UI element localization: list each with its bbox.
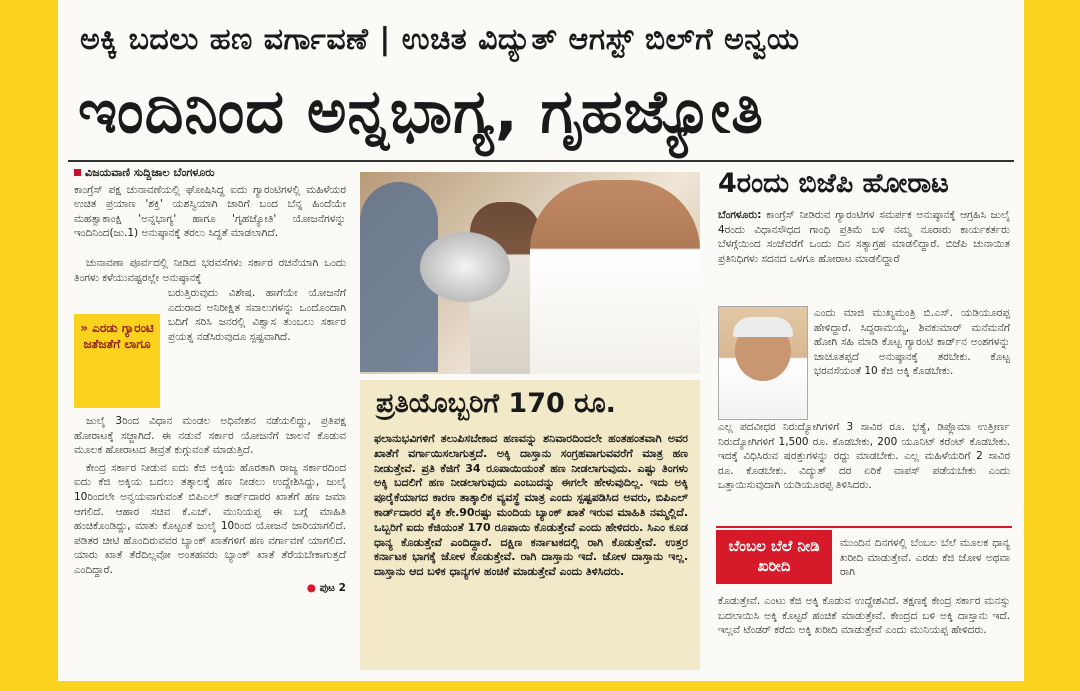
right-paragraph-4-head: ಮುಂದಿನ ದಿನಗಳಲ್ಲಿ ಬೆಂಬಲ ಬೆಲೆ ಮೂಲಕ ಧಾನ್ಯ ಖರೀದಿ ಮಾಡುತ್ತೇವೆ. ಎರಡು ಕೆಜಿ ಜೋಳ ಅಥವಾ ರಾಗಿ — [840, 537, 1010, 579]
right-paragraph-1 — [718, 208, 1010, 266]
left-paragraph-2-wrap — [168, 286, 346, 347]
bottom-yellow-band — [0, 681, 1080, 691]
kicker-headline: ಅಕ್ಕಿ ಬದಲು ಹಣ ವರ್ಗಾವಣೆ | ಉಚಿತ ವಿದ್ಯುತ್ ಆಗಸ್ಟ್ ಬಿಲ್‌ಗೆ ಅನ್ವಯ — [80, 22, 800, 57]
left-paragraph-2-head: ಚುನಾವಣಾ ಪೂರ್ವದಲ್ಲಿ ನೀಡಿದ ಭರವಸೆಗಳು ಸರ್ಕಾರ ರಚನೆಯಾಗಿ ಒಂದು ತಿಂಗಳು ಕಳೆಯುವಷ್ಟರಲ್ಲೇ ಅನುಷ್ಠಾನಕ್ಕೆ — [74, 257, 346, 284]
continued-marker — [74, 581, 346, 596]
left-paragraph-3: ಜುಲೈ 3ರಿಂದ ವಿಧಾನ ಮಂಡಲ ಅಧಿವೇಶನ ನಡೆಯಲಿದ್ದು, ಪ್ರತಿಪಕ್ಷ ಹೋರಾಟಕ್ಕೆ ಸಜ್ಜಾಗಿದೆ. ಈ ನಡುವೆ ಸರ್ಕಾರ ಯೋಜನೆಗೆ ಚಾಲನೆ ಕೊಡುವ ಮೂಲಕ ಹೋರಾಟದ ತೀವ್ರತೆ ಕುಗ್ಗುವಂತೆ ಮಾಡುತ್ತಿದೆ. — [74, 415, 346, 457]
headline-rule — [68, 160, 1014, 162]
newspaper-page — [58, 0, 1024, 681]
right-paragraph-2: ಎಂದು ಮಾಜಿ ಮುಖ್ಯಮಂತ್ರಿ ಬಿ.ಎಸ್. ಯಡಿಯೂರಪ್ಪ ಹೇಳಿದ್ದಾರೆ. ಸಿದ್ದರಾಮಯ್ಯ, ಶಿವಕುಮಾರ್ ಮನೆಮನೆಗೆ ಹೋಗಿ ಸಹಿ ಮಾಡಿ ಕೊಟ್ಟ ಗ್ಯಾರಂಟಿ ಕಾರ್ಡ್‌ನ ಅಂಶಗಳನ್ನು ಚಾಚೂತಪ್ಪದೆ ಅನುಷ್ಠಾನಕ್ಕೆ ತರಬೇಕು. ಕೊಟ್ಟ ಭರವಸೆಯಂತೆ 10 ಕೆಜಿ ಅಕ್ಕಿ ಕೊಡಬೇಕು. — [814, 307, 1010, 378]
right-byline: ಬೆಂಗಳೂರು: — [718, 209, 762, 221]
photo-yediyurappa — [718, 306, 808, 420]
red-highlight-box: ಬೆಂಬಲ ಬೆಲೆ ನೀಡಿ ಖರೀದಿ — [716, 530, 832, 584]
highlight-box: » ಎರಡು ಗ್ಯಾರಂಟಿ ಜತೆಜತೆಗೆ ಲಾಗೂ — [74, 314, 160, 408]
red-divider — [716, 526, 1012, 528]
left-byline — [74, 166, 346, 181]
byline-text: ವಿಜಯವಾಣಿ ಸುದ್ದಿಜಾಲ ಬೆಂಗಳೂರು — [85, 166, 215, 179]
right-article-bottom — [840, 536, 1010, 583]
photo-hair — [733, 317, 793, 337]
left-paragraph-4: ಕೇಂದ್ರ ಸರ್ಕಾರ ನೀಡುವ ಐದು ಕೆಜಿ ಅಕ್ಕಿಯ ಹೊರತಾಗಿ ರಾಜ್ಯ ಸರ್ಕಾರದಿಂದ ಐದು ಕೆಜಿ ಅಕ್ಕಿಯ ಬದಲು ತತ್ಕಾಲಕ್ಕೆ ಹಣ ನೀಡಲು ಉದ್ದೇಶಿಸಿದ್ದು, ಜುಲೈ 10ರಿಂದಲೇ ಅನ್ವಯವಾಗುವಂತೆ ಬಿಪಿಎಲ್ ಕಾರ್ಡ್‌ದಾರರ ಖಾತೆಗೆ ಹಣ ಜಮಾ ಆಗಲಿದೆ. ಆಹಾರ ಸಚಿವ ಕೆ.ಎಚ್. ಮುನಿಯಪ್ಪ ಈ ಬಗ್ಗೆ ಮಾಹಿತಿ ಹಂಚಿಕೊಂಡಿದ್ದು, ಮಾತು ಕೊಟ್ಟಂತೆ ಜುಲೈ 10ರಿಂದ ಯೋಜನೆ ಜಾರಿಯಾಗಲಿದೆ. ಪಡಿತರ ಚೀಟಿ ಹೊಂದಿರುವವರ ಬ್ಯಾಂಕ್ ಖಾತೆಗಳಿಗೆ ಹಣ ವರ್ಗಾವಣೆ ಯಾಗಲಿದೆ. ಯಾರು ಖಾತೆ ತೆರೆದಿಲ್ಲವೋ ಅಂತಹವರು ಬ್ಯಾಂಕ್ ಖಾತೆ ತೆರೆಯಬೇಕಾಗುತ್ತದೆ ಎಂದಿದ್ದಾರೆ. — [74, 461, 346, 576]
photo-minister — [530, 180, 700, 374]
right-article-mid — [814, 306, 1010, 382]
right-title: 4ರಂದು ಬಿಜೆಪಿ ಹೋರಾಟ — [718, 168, 949, 199]
byline-square-icon — [74, 169, 81, 176]
right-paragraph-3: ಎಲ್ಲ ಪದವೀಧರ ನಿರುದ್ಯೋಗಿಗಳಿಗೆ 3 ಸಾವಿರ ರೂ. ಭತ್ಯೆ, ಡಿಪ್ಲೊಮಾ ಉತ್ತೀರ್ಣ ನಿರುದ್ಯೋಗಿಗಳಿಗೆ 1,500 ರೂ. ಕೊಡಬೇಕು, 200 ಯೂನಿಟ್ ಕರೆಂಟ್ ಕೊಡಬೇಕು. ಇದಕ್ಕೆ ವಿಧಿಸಿರುವ ಷರತ್ತುಗಳನ್ನು ರದ್ದು ಮಾಡಬೇಕು. ಎಲ್ಲ ಮಹಿಳೆಯರಿಗೆ 2 ಸಾವಿರ ರೂ. ಕೊಡಬೇಕು. ವಿದ್ಯುತ್ ದರ ಏರಿಕೆ ವಾಪಸ್ ಪಡೆಯಬೇಕು ಎಂದು ಒತ್ತಾಯಿಸುವುದಾಗಿ ಯಡಿಯೂರಪ್ಪ ತಿಳಿಸಿದರು. — [718, 421, 1010, 492]
photo-rice-plate — [420, 232, 510, 302]
right-paragraph-4-tail: ಕೊಡುತ್ತೇವೆ. ಎಂಟು ಕೆಜಿ ಅಕ್ಕಿ ಕೊಡುವ ಉದ್ದೇಶವಿದೆ. ತಕ್ಷಣಕ್ಕೆ ಕೇಂದ್ರ ಸರ್ಕಾರ ಮನಸ್ಸು ಬದಲಾಯಿಸಿ ಅಕ್ಕಿ ಕೊಟ್ಟರೆ ಹಂಚಿಕೆ ಮಾಡುತ್ತೇವೆ. ಕೇಂದ್ರದ ಬಳಿ ಅಕ್ಕಿ ದಾಸ್ತಾನು ಇದೆ. ಇಲ್ಲವೆ ಟೆಂಡರ್ ಕರೆದು ಅಕ್ಕಿ ಖರೀದಿ ಮಾಡುತ್ತೇವೆ ಎಂದು ಮುನಿಯಪ್ಪ ಹೇಳಿದರು. — [718, 595, 1010, 637]
left-paragraph-1: ಕಾಂಗ್ರೆಸ್ ಪಕ್ಷ ಚುನಾವಣೆಯಲ್ಲಿ ಘೋಷಿಸಿದ್ದ ಐದು ಗ್ಯಾರಂಟಿಗಳಲ್ಲಿ ಮಹಿಳೆಯರ ಉಚಿತ ಪ್ರಯಾಣ 'ಶಕ್ತಿ' ಯಶಸ್ವಿಯಾಗಿ ಜಾರಿಗೆ ಬಂದ ಬೆನ್ನ ಹಿಂದೆಯೇ ಮಹತ್ವಾಕಾಂಕ್ಷಿ 'ಅನ್ನಭಾಗ್ಯ' ಹಾಗೂ 'ಗೃಹಜ್ಯೋತಿ' ಯೋಜನೆಗಳನ್ನು ಇಂದಿನಿಂದ(ಜು.1) ಅನುಷ್ಠಾನಕ್ಕೆ ತರಲು ಸಿದ್ಧತೆ ಮಾಡಲಾಗಿದೆ. — [74, 183, 346, 240]
left-paragraph-2: ಬರುತ್ತಿರುವುದು ವಿಶೇಷ. ಹಾಗೆಯೇ ಯೋಜನೆಗೆ ಎದುರಾದ ಅನಿರೀಕ್ಷಿತ ಸವಾಲುಗಳನ್ನು ಒಂದೊಂದಾಗಿ ಬದಿಗೆ ಸರಿಸಿ ಜನರಲ್ಲಿ ವಿಶ್ವಾಸ ತುಂಬಲು ಸರ್ಕಾರ ಪ್ರಯತ್ನ ನಡೆಸಿರುವುದೂ ಸ್ಪಷ್ಟವಾಗಿದೆ. — [168, 287, 346, 343]
center-text: ಫಲಾನುಭವಿಗಳಿಗೆ ತಲುಪಿಸಬೇಕಾದ ಹಣವನ್ನು ಶನಿವಾರದಿಂದಲೇ ಹಂತಹಂತವಾಗಿ ಅವರ ಖಾತೆಗೆ ವರ್ಗಾಯಿಸಲಾಗುತ್ತದೆ. ಅಕ್ಕಿ ದಾಸ್ತಾನು ಸಂಗ್ರಹವಾಗುವವರೆಗೆ ಮಾತ್ರ ಹಣ ನೀಡುತ್ತೇವೆ. ಪ್ರತಿ ಕೆಜಿಗೆ 34 ರೂಪಾಯಿಯಂತೆ ಹಣ ನೀಡಲಾಗುವುದು. ಎಷ್ಟು ತಿಂಗಳು ಅಕ್ಕಿ ಬದಲಿಗೆ ಹಣ ನೀಡಲಾಗುವುದು ಎಂಬುದನ್ನು ಈಗಲೇ ಹೇಳುವುದಿಲ್ಲ. ಇದು ಅಕ್ಕಿ ಪೂರೈಕೆಯಾಗದ ಕಾರಣ ತಾತ್ಕಾಲಿಕ ವ್ಯವಸ್ಥೆ ಮಾತ್ರ ಎಂದು ಸ್ಪಷ್ಟಪಡಿಸಿದ ಅವರು, ಬಿಪಿಎಲ್ ಕಾರ್ಡ್‌ದಾರರ ಪೈಕಿ ಶೇ.90ರಷ್ಟು ಮಂದಿಯ ಬ್ಯಾಂಕ್ ಖಾತೆ ಇರುವ ಮಾಹಿತಿ ನಮ್ಮಲ್ಲಿದೆ. ಒಬ್ಬರಿಗೆ ಐದು ಕೆಜಿಯಂತೆ 170 ರೂಪಾಯಿ ಕೊಡುತ್ತೇವೆ ಎಂದು ಹೇಳಿದರು. ಸಿಎಂ ಕೂಡ ಧಾನ್ಯ ಕೊಡುತ್ತೇವೆ ಎಂದಿದ್ದಾರೆ. ದಕ್ಷಿಣ ಕರ್ನಾಟಕದಲ್ಲಿ ರಾಗಿ ಕೊಡುತ್ತೇವೆ. ಉತ್ತರ ಕರ್ನಾಟಕ ಭಾಗಕ್ಕೆ ಜೋಳ ಕೊಡುತ್ತೇವೆ. ರಾಗಿ ದಾಸ್ತಾನು ಇದೆ. ಜೋಳ ದಾಸ್ತಾನು ಇಲ್ಲ. ದಾಸ್ತಾನು ಆದ ಬಳಿಕ ಧಾನ್ಯಗಳ ಹಂಚಿಕೆ ಮಾಡುತ್ತೇವೆ ಎಂದು ತಿಳಿಸಿದರು. — [374, 432, 688, 579]
right-article-bottom-wide — [718, 594, 1010, 641]
right-yellow-band — [1024, 0, 1080, 691]
photo-minister-rice — [360, 172, 700, 374]
right-article-top — [718, 208, 1010, 269]
left-article-lower — [74, 414, 346, 595]
right-article-low — [718, 420, 1010, 496]
left-yellow-band — [0, 0, 58, 691]
continued-text: ಪುಟ 2 — [319, 581, 346, 594]
center-title: ಪ್ರತಿಯೊಬ್ಬರಿಗೆ 170 ರೂ. — [376, 388, 616, 419]
right-text-1: ಕಾಂಗ್ರೆಸ್ ನೀಡಿರುವ ಗ್ಯಾರಂಟಿಗಳ ಸಮರ್ಪಕ ಅನುಷ್ಠಾನಕ್ಕೆ ಆಗ್ರಹಿಸಿ ಜುಲೈ 4ರಂದು ವಿಧಾನಸೌಧದ ಗಾಂಧಿ ಪ್ರತಿಮೆ ಬಳಿ ನಮ್ಮ ನೂರಾರು ಕಾರ್ಯಕರ್ತರು ಬೆಳಗ್ಗೆಯಿಂದ ಸಂಜೆವರೆಗೆ ಒಂದು ದಿನ ಸತ್ಯಾಗ್ರಹ ಮಾಡಲಿದ್ದಾರೆ. ಬಿಜೆಪಿ ಚುನಾಯಿತ ಪ್ರತಿನಿಧಿಗಳು ಸದನದ ಒಳಗೂ ಹೋರಾಟ ಮಾಡಲಿದ್ದಾರೆ — [718, 209, 1010, 265]
arrow-icon: ● — [306, 581, 316, 594]
main-headline: ಇಂದಿನಿಂದ ಅನ್ನಭಾಗ್ಯ, ಗೃಹಜ್ಯೋತಿ — [78, 77, 764, 147]
left-article — [74, 166, 346, 244]
left-article-wrap — [74, 256, 346, 288]
center-infobox — [360, 380, 700, 670]
